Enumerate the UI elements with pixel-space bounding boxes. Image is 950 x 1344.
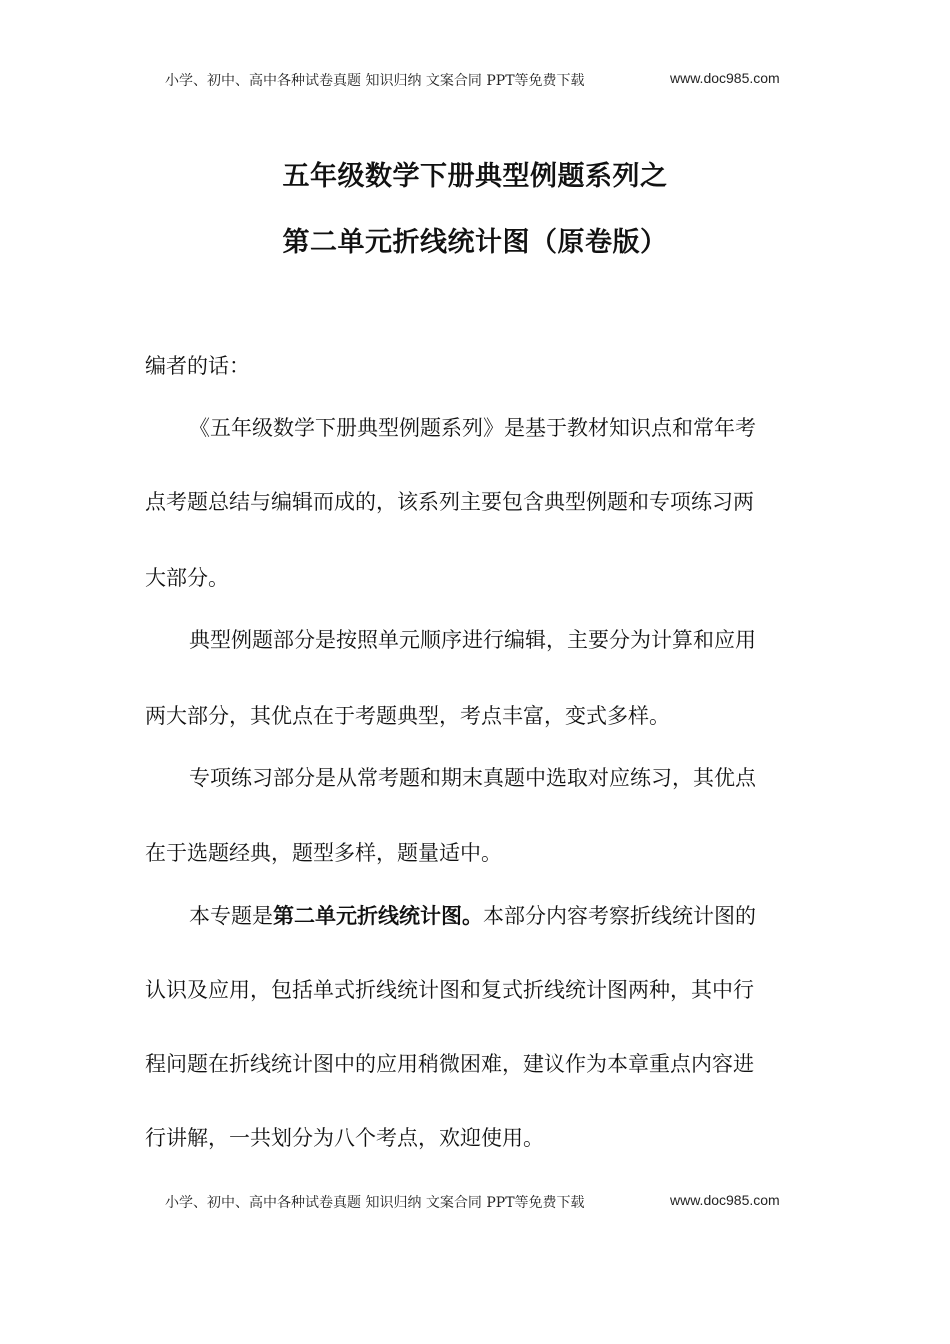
paragraph-1-line-3: 大部分。 [145, 566, 229, 590]
paragraph-4-suffix: 本部分内容考察折线统计图的 [483, 904, 756, 928]
paragraph-4-prefix: 本专题是 [189, 904, 273, 928]
document-title-line-1: 五年级数学下册典型例题系列之 [282, 161, 668, 192]
paragraph-4-emphasis: 第二单元折线统计图。 [273, 904, 483, 928]
header-url: www.doc985.com [670, 70, 780, 86]
footer-url: www.doc985.com [670, 1192, 780, 1208]
paragraph-4-line-3: 程问题在折线统计图中的应用稍微困难，建议作为本章重点内容进 [145, 1052, 754, 1076]
footer-text: 小学、初中、高中各种试卷真题 知识归纳 文案合同 PPT等免费下载 [165, 1195, 585, 1211]
paragraph-1-line-2: 点考题总结与编辑而成的，该系列主要包含典型例题和专项练习两 [145, 490, 754, 514]
paragraph-4-line-4: 行讲解，一共划分为八个考点，欢迎使用。 [145, 1126, 544, 1150]
header-text: 小学、初中、高中各种试卷真题 知识归纳 文案合同 PPT等免费下载 [165, 73, 585, 89]
paragraph-4-line-1 [189, 900, 756, 930]
paragraph-1-line-1: 《五年级数学下册典型例题系列》是基于教材知识点和常年考 [189, 416, 756, 440]
paragraph-3-line-1: 专项练习部分是从常考题和期末真题中选取对应练习，其优点 [189, 766, 756, 790]
paragraph-4-line-2: 认识及应用，包括单式折线统计图和复式折线统计图两种，其中行 [145, 978, 754, 1002]
document-title-line-2: 第二单元折线统计图（原卷版） [282, 227, 668, 258]
paragraph-2-line-1: 典型例题部分是按照单元顺序进行编辑，主要分为计算和应用 [189, 628, 756, 652]
editor-label: 编者的话： [145, 354, 250, 378]
paragraph-3-line-2: 在于选题经典，题型多样，题量适中。 [145, 841, 502, 865]
paragraph-2-line-2: 两大部分，其优点在于考题典型，考点丰富，变式多样。 [145, 704, 670, 728]
